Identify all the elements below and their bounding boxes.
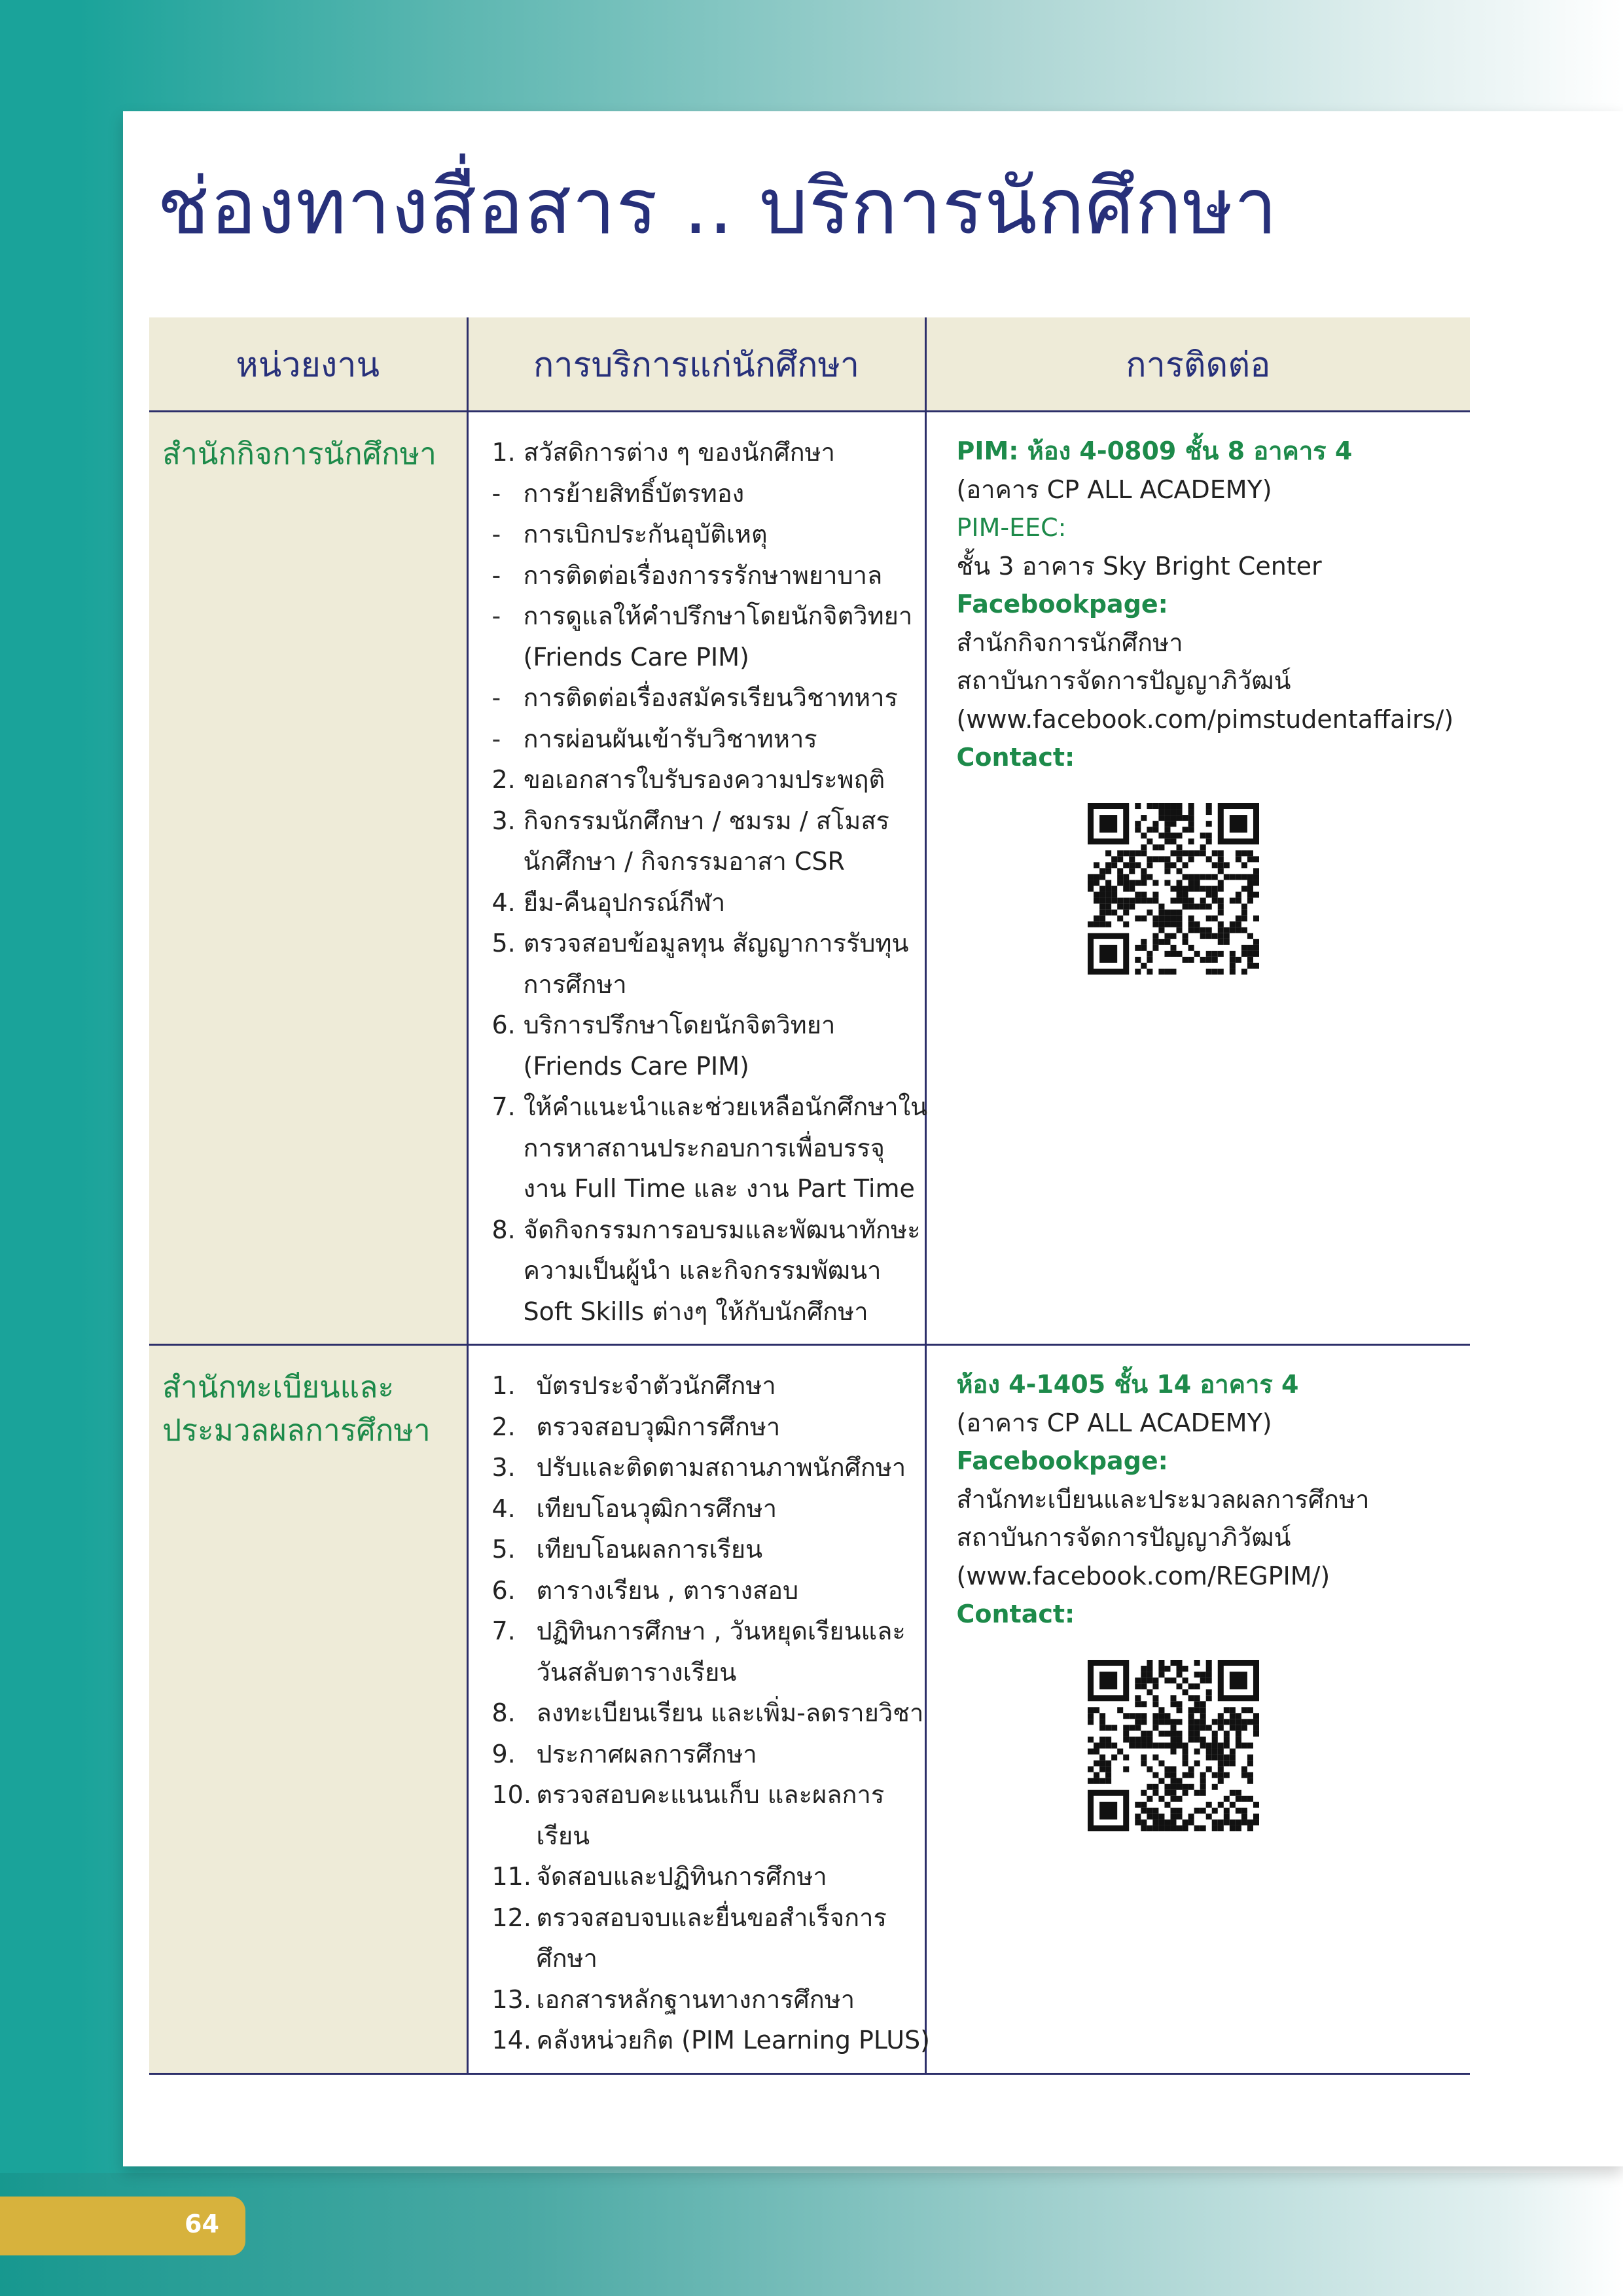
contact-building: (อาคาร CP ALL ACADEMY) [956,1408,1272,1437]
item-number: 2. [491,1412,516,1441]
list-item: 1. สวัสดิการต่าง ๆ ของนักศึกษา [491,438,835,467]
list-item [492,1365,905,1407]
unit-cell [149,1345,467,2074]
item-number: 9. [491,1739,516,1768]
item-text: ศึกษา [536,1944,598,1973]
header-unit: หน่วยงาน [149,317,467,412]
list-item: 6. บริการปรึกษาโดยนักจิตวิทยา [491,1011,836,1039]
list-item: - การย้ายสิทธิ์บัตรทอง [492,473,905,514]
item-text: ตรวจสอบวุฒิการศึกษา [536,1412,781,1441]
item-text: ตรวจสอบจบและยื่นขอสำเร็จการ [536,1903,887,1932]
list-item [492,1734,905,1775]
list-item: 2. ขอเอกสารใบรับรองความประพฤติ [491,765,885,794]
item-text: เรียน [536,1821,590,1850]
list-item [492,1488,905,1530]
item-number: 5. [491,1535,516,1564]
contact-facebook-url[interactable]: (www.facebook.com/pimstudentaffairs/) [956,704,1454,734]
page-number: 64 [185,2210,219,2238]
list-item: - การเบิกประกันอุบัติเหตุ [492,514,905,555]
list-item [492,1570,905,1611]
list-item [492,1447,905,1488]
contact-facebook-name: สำนักทะเบียนและประมวลผลการศึกษา [956,1484,1370,1514]
item-text: วันสลับตารางเรียน [536,1657,737,1687]
list-item: 8. จัดกิจกรรมการอบรมและพัฒนาทักษะ [491,1215,921,1244]
list-item: ความเป็นผู้นำ และกิจกรรมพัฒนา [523,1256,882,1285]
list-item: 4. ยืม-คืนอุปกรณ์กีฬา [491,888,726,917]
table-row [149,1345,1470,2074]
page-sheet [123,111,1623,2166]
list-item: 7. ให้คำแนะนำและช่วยเหลือนักศึกษาใน [491,1092,928,1121]
list-item [492,1529,905,1570]
page-title: ช่องทางสื่อสาร .. บริการนักศึกษา [157,161,1278,251]
list-item: การหาสถานประกอบการเพื่อบรรจุ [523,1133,885,1162]
list-item: - การผ่อนผันเข้ารับวิชาทหาร [492,719,905,760]
table-header-row [149,317,1470,412]
contact-label: Contact: [956,1600,1075,1628]
list-item: - การติดต่อเรื่องสมัครเรียนวิชาทหาร [492,677,905,719]
contact-location: PIM: ห้อง 4-0809 ชั้น 8 อาคาร 4 [956,437,1353,465]
item-number: 10. [491,1780,531,1809]
list-item: งาน Full Time และ งาน Part Time [523,1174,915,1203]
list-item: 3. กิจกรรมนักศึกษา / ชมรม / สโมสร [491,806,889,835]
services-list [491,432,928,1332]
contact-facebook-label: Facebookpage: [956,590,1168,619]
list-item: Soft Skills ต่างๆ ให้กับนักศึกษา [523,1297,868,1326]
item-text: ตรวจสอบคะแนนเก็บ และผลการ [536,1780,885,1809]
list-item: - การดูแลให้คำปรึกษาโดยนักจิตวิทยา [492,596,905,637]
unit-name: ประมวลผลการศึกษา [162,1412,431,1448]
item-number: 7. [491,1617,516,1645]
item-number: 1. [491,1371,516,1400]
header-services: การบริการแก่นักศึกษา [467,317,925,412]
item-number: 8. [491,1698,516,1727]
contact-building: (อาคาร CP ALL ACADEMY) [956,475,1272,504]
item-text: เทียบโอนผลการเรียน [536,1535,763,1564]
item-text: ลงทะเบียนเรียน และเพิ่ม-ลดรายวิชา [536,1698,924,1727]
list-item [492,1652,905,1693]
list-item: การศึกษา [523,969,627,999]
item-text: ประกาศผลการศึกษา [536,1739,757,1768]
contact-label: Contact: [956,743,1075,772]
list-item: - การติดต่อเรื่องการรรักษาพยาบาล [492,555,905,596]
list-item: 5. ตรวจสอบข้อมูลทุน สัญญาการรับทุน [491,929,909,958]
item-number: 3. [491,1453,516,1482]
services-cell [467,1345,930,2074]
header-contact: การติดต่อ [925,317,1470,412]
services-list [491,1365,930,2061]
contact-list [957,1365,1457,1634]
item-text: บัตรประจำตัวนักศึกษา [536,1371,776,1400]
contact-facebook-name: สำนักกิจการนักศึกษา [956,628,1183,657]
list-item [492,1856,905,1897]
services-cell [467,412,928,1345]
list-item [491,2020,930,2061]
contact-facebook-url[interactable]: (www.facebook.com/REGPIM/) [956,1561,1330,1590]
contact-list [957,432,1457,777]
unit-name: สำนักทะเบียนและ [162,1369,395,1405]
contact-eec-location: ชั้น 3 อาคาร Sky Bright Center [956,551,1322,581]
contact-cell [925,1345,1470,2074]
item-number: 12. [491,1903,531,1932]
page-number-tab [0,2197,245,2255]
item-number: 11. [491,1862,531,1891]
item-text: คลังหน่วยกิต (PIM Learning PLUS) [536,2026,930,2054]
list-item [492,1938,905,1979]
unit-name: สำนักกิจการนักศึกษา [162,436,437,471]
item-text: ปรับและติดตามสถานภาพนักศึกษา [536,1453,906,1482]
item-text: ตารางเรียน , ตารางสอบ [536,1575,799,1605]
item-text: เอกสารหลักฐานทางการศึกษา [536,1984,855,2014]
table-row [149,412,1470,1345]
qr-code-icon[interactable] [1088,803,1259,975]
list-item [492,1774,905,1816]
qr-code-icon[interactable] [1088,1660,1259,1831]
list-item [492,1611,905,1652]
item-number: 6. [491,1575,516,1605]
item-text: เทียบโอนวุฒิการศึกษา [536,1494,777,1523]
list-item [492,1897,905,1939]
contact-cell [925,412,1470,1345]
unit-cell [149,412,467,1345]
list-item: (Friends Care PIM) [523,1051,749,1081]
services-table [149,317,1470,2075]
item-number: 13. [491,1984,531,2014]
item-number: 4. [491,1494,516,1523]
contact-institute: สถาบันการจัดการปัญญาภิวัฒน์ [956,666,1291,695]
contact-facebook-label: Facebookpage: [956,1446,1168,1475]
contact-institute: สถาบันการจัดการปัญญาภิวัฒน์ [956,1523,1291,1552]
contact-location: ห้อง 4-1405 ชั้น 14 อาคาร 4 [956,1370,1299,1399]
item-number: 14. [491,2026,531,2054]
item-text: จัดสอบและปฏิทินการศึกษา [536,1862,827,1891]
list-item: (Friends Care PIM) [523,642,749,672]
list-item [491,1693,924,1734]
list-item [492,1407,905,1448]
item-text: ปฏิทินการศึกษา , วันหยุดเรียนและ [536,1617,906,1645]
contact-eec-label: PIM-EEC: [956,513,1067,542]
list-item [492,1979,905,2020]
list-item: นักศึกษา / กิจกรรมอาสา CSR [523,847,845,876]
list-item [492,1816,905,1857]
